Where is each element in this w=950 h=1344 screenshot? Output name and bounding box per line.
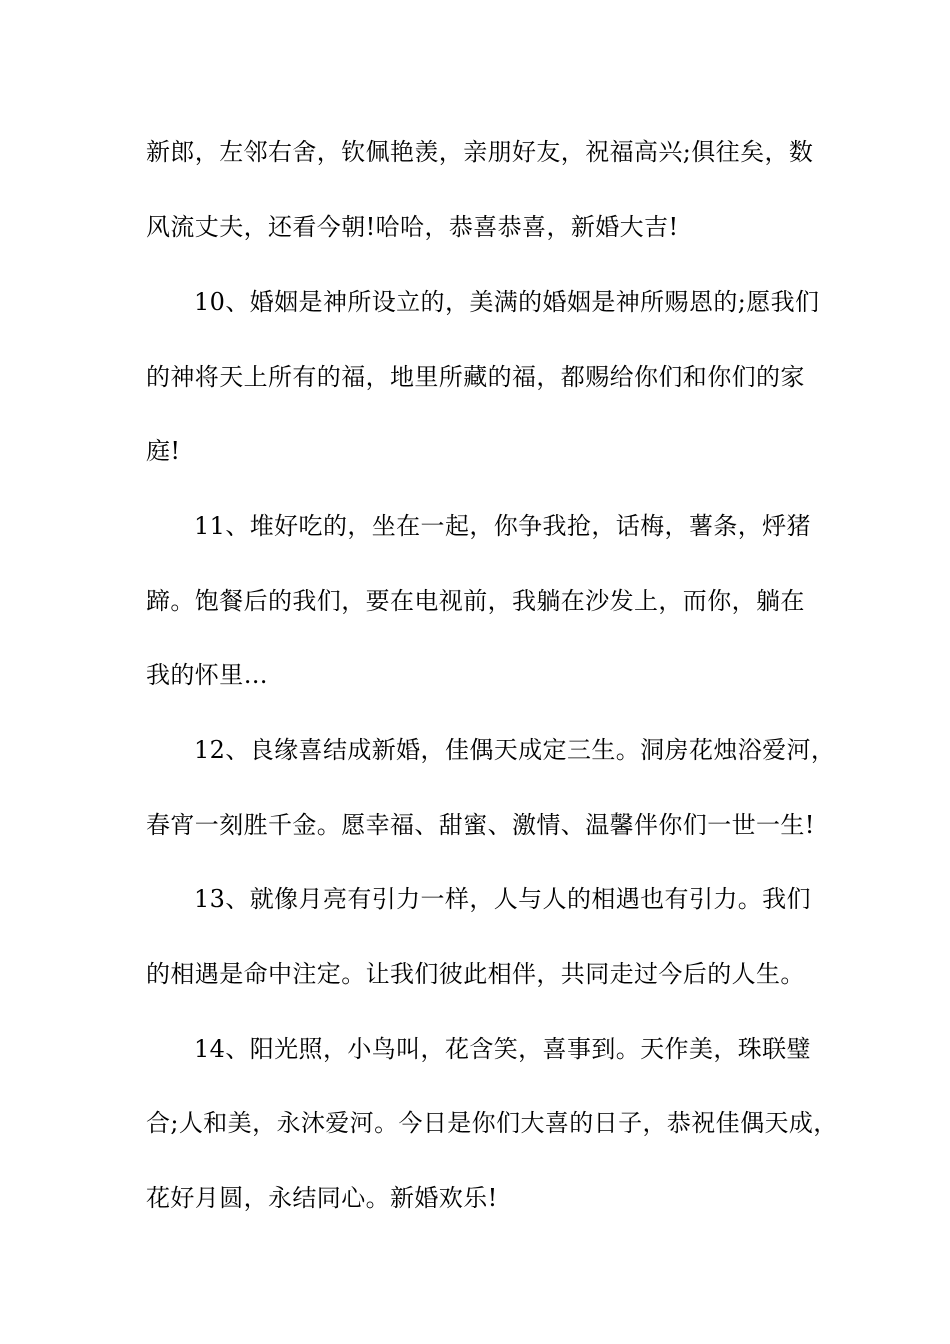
- text-line: 的神将天上所有的福，地里所藏的福，都赐给你们和你们的家: [146, 363, 805, 391]
- text-line: 我的怀里…: [146, 661, 268, 689]
- text-line: 庭!: [146, 437, 181, 465]
- text-line: 10、婚姻是神所设立的，美满的婚姻是神所赐恩的;愿我们: [194, 288, 820, 316]
- text-line: 14、阳光照，小鸟叫，花含笑，喜事到。天作美，珠联璧: [194, 1035, 811, 1063]
- text-line: 合;人和美，永沐爱河。今日是你们大喜的日子，恭祝佳偶天成，: [146, 1109, 838, 1137]
- text-line: 12、良缘喜结成新婚，佳偶天成定三生。洞房花烛浴爱河，: [194, 736, 836, 764]
- text-line: 风流丈夫，还看今朝!哈哈，恭喜恭喜，新婚大吉!: [146, 213, 679, 241]
- text-line: 春宵一刻胜千金。愿幸福、甜蜜、激情、温馨伴你们一世一生!: [146, 811, 815, 839]
- text-line: 花好月圆，永结同心。新婚欢乐!: [146, 1184, 498, 1212]
- text-line: 11、堆好吃的，坐在一起，你争我抢，话梅，薯条，烀猪: [194, 512, 811, 540]
- text-line: 13、就像月亮有引力一样，人与人的相遇也有引力。我们: [194, 885, 811, 913]
- text-line: 新郎，左邻右舍，钦佩艳羡，亲朋好友，祝福高兴;俱往矣，数: [146, 138, 814, 166]
- text-line: 蹄。饱餐后的我们，要在电视前，我躺在沙发上，而你，躺在: [146, 587, 805, 615]
- text-line: 的相遇是命中注定。让我们彼此相伴，共同走过今后的人生。: [146, 960, 805, 988]
